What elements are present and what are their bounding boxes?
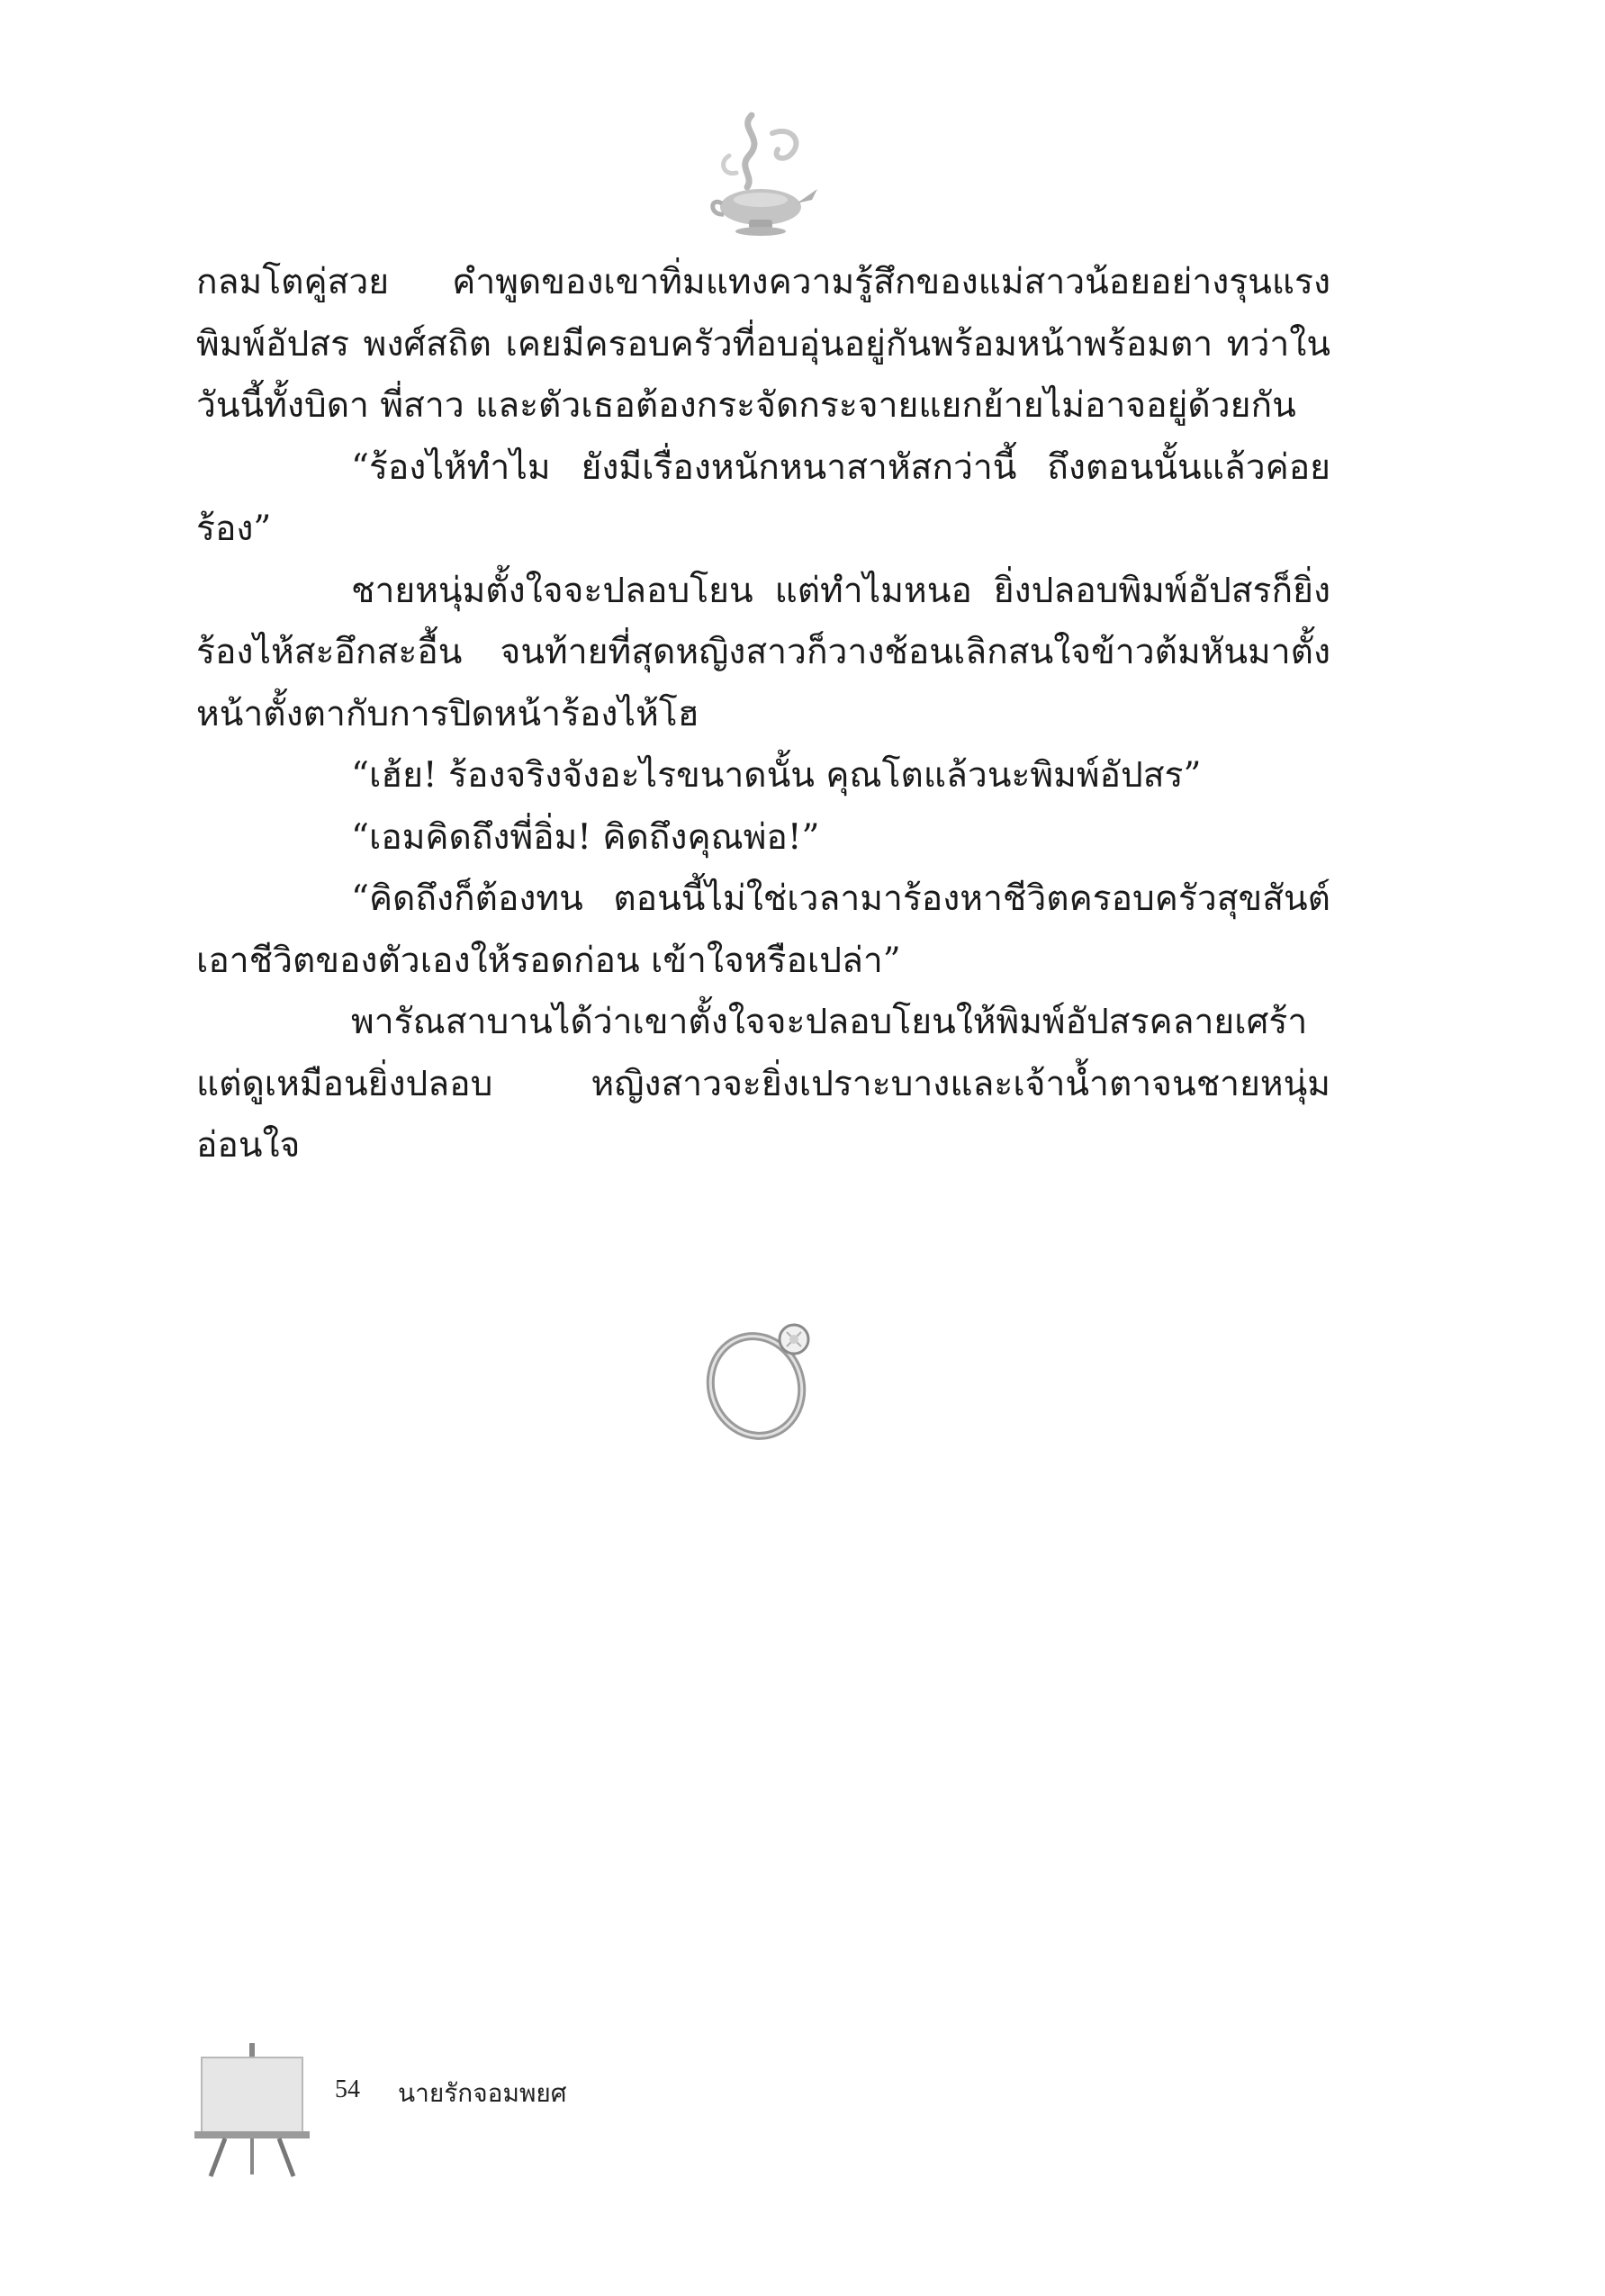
ring-icon (700, 1296, 835, 1449)
easel-icon (189, 2043, 315, 2178)
book-title: นายรักจอมพยศ (398, 2078, 567, 2108)
paragraph-3: ชายหนุ่มตั้งใจจะปลอบโยน แต่ทำไมหนอ ยิ่งปลอบพิมพ์อัปสรก็ยิ่งร้องไห้สะอึกสะอื้น จนท้ายที่สุดหญิงสาวก็วางช้อนเลิกสนใจข้าวต้มหันมาตั้งหน้าตั้งตากับการปิดหน้าร้องไห้โฮ (196, 570, 1330, 734)
paragraph-7: พารัณสาบานได้ว่าเขาตั้งใจจะปลอบโยนให้พิมพ์อัปสรคลายเศร้า แต่ดูเหมือนยิ่งปลอบ หญิงสาวจะยิ่งเปราะบางและเจ้าน้ำตาจนชายหนุ่มอ่อนใจ (196, 1002, 1330, 1166)
body-text (196, 252, 1330, 1177)
page-number: 54 (335, 2075, 360, 2103)
paragraph-1: กลมโตคู่สวย คำพูดของเขาทิ่มแทงความรู้สึกของแม่สาวน้อยอย่างรุนแรง พิมพ์อัปสร พงศ์สถิต เคยมีครอบครัวที่อบอุ่นอยู่กันพร้อมหน้าพร้อมตา ทว่าในวันนี้ทั้งบิดา พี่สาว และตัวเธอต้องกระจัดกระจายแยกย้ายไม่อาจอยู่ด้วยกัน (196, 262, 1330, 426)
page-footer (189, 2043, 729, 2178)
paragraph-6: “คิดถึงก็ต้องทน ตอนนี้ไม่ใช่เวลามาร้องหาชีวิตครอบครัวสุขสันต์ เอาชีวิตของตัวเองให้รอดก่อน เข้าใจหรือเปล่า” (196, 878, 1330, 981)
teapot-icon (702, 106, 819, 241)
paragraph-2: “ร้องไห้ทำไม ยังมีเรื่องหนักหนาสาหัสกว่านี้ ถึงตอนนั้นแล้วค่อยร้อง” (196, 446, 1330, 549)
paragraph-4: “เฮ้ย! ร้องจริงจังอะไรขนาดนั้น คุณโตแล้วนะพิมพ์อัปสร” (351, 755, 1202, 796)
paragraph-5: “เอมคิดถึงพี่อิ่ม! คิดถึงคุณพ่อ!” (351, 816, 820, 858)
